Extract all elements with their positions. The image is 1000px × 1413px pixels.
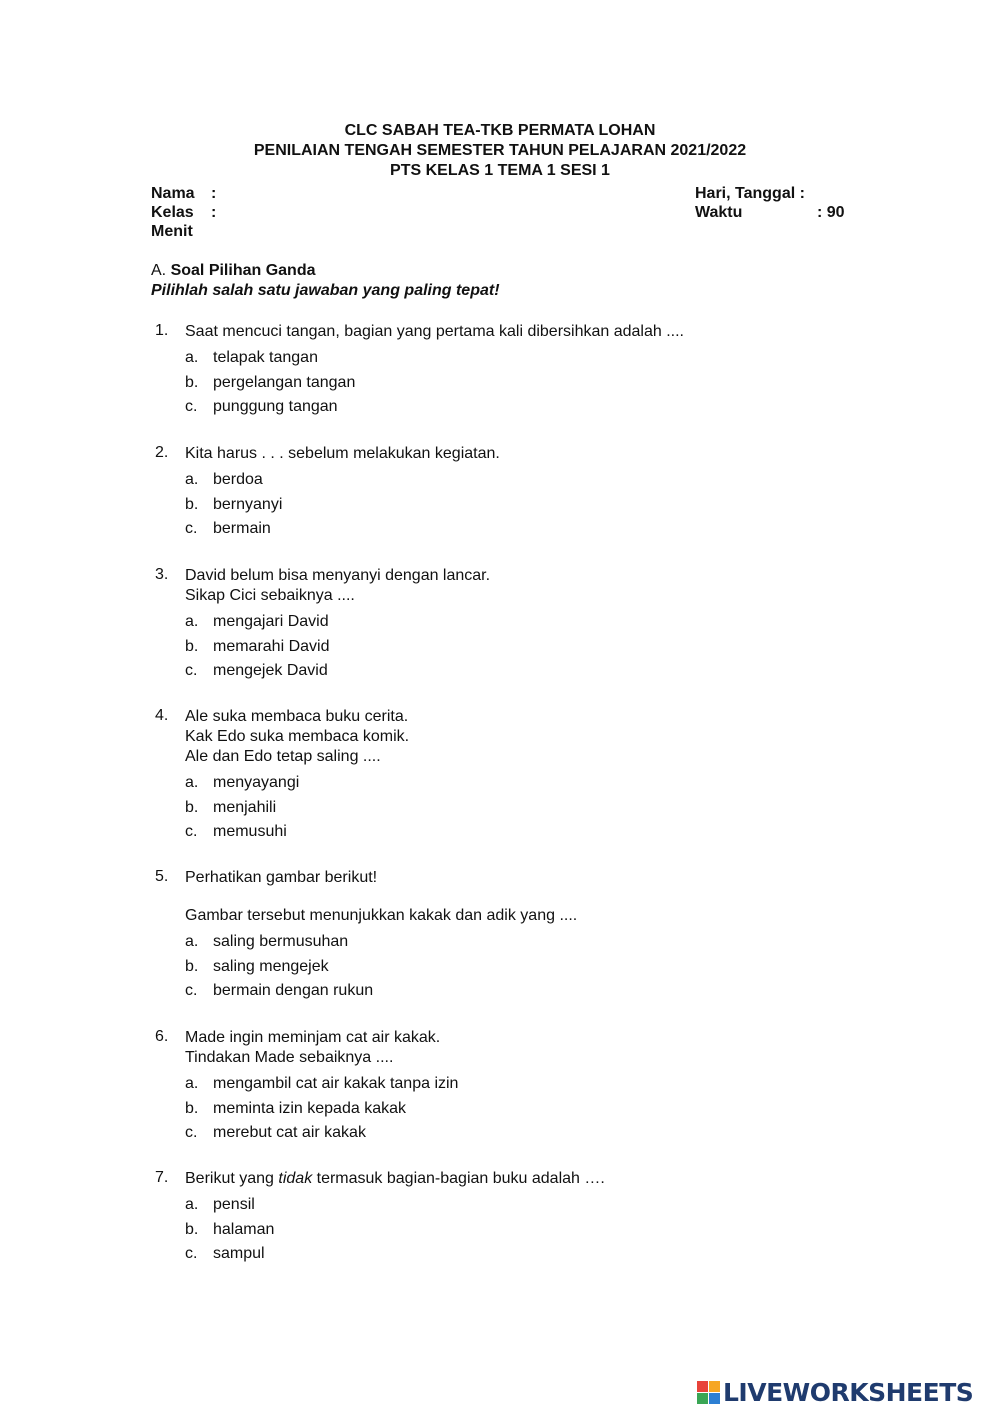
option-letter: c.: [185, 982, 198, 999]
section-letter: A.: [151, 262, 167, 279]
option-a[interactable]: [185, 771, 409, 796]
option-text: bernyanyi: [213, 495, 283, 513]
question-text: Sikap Cici sebaiknya ....: [185, 587, 355, 604]
question-text: Tindakan Made sebaiknya ....: [185, 1049, 394, 1066]
section-header: [151, 261, 500, 301]
option-c[interactable]: [185, 1121, 458, 1146]
question-5: [155, 868, 577, 1004]
option-text: memarahi David: [213, 637, 330, 655]
option-letter: b.: [185, 373, 199, 391]
question-number: 1.: [155, 322, 169, 339]
option-text: merebut cat air kakak: [213, 1124, 366, 1141]
option-text: mengambil cat air kakak tanpa izin: [213, 1075, 459, 1092]
options-list: [185, 610, 490, 684]
option-b[interactable]: [185, 1218, 605, 1243]
kelas-separator: :: [211, 204, 217, 221]
option-c[interactable]: [185, 1242, 605, 1267]
school-name: CLC SABAH TEA-TKB PERMATA LOHAN: [344, 122, 656, 139]
option-letter: c.: [185, 398, 198, 415]
option-letter: b.: [185, 495, 199, 513]
question-text-part: termasuk bagian-bagian buku adalah ….: [312, 1170, 605, 1187]
question-text: Perhatikan gambar berikut!: [185, 869, 378, 886]
liveworksheets-logo-icon: [697, 1381, 720, 1404]
option-text: saling mengejek: [213, 957, 329, 975]
logo-mark-cell: [697, 1381, 708, 1392]
question-text: Kak Edo suka membaca komik.: [185, 728, 410, 745]
option-b[interactable]: [185, 955, 577, 980]
exam-subtitle: PTS KELAS 1 TEMA 1 SESI 1: [390, 162, 610, 179]
option-text: pensil: [213, 1196, 255, 1213]
question-2: [155, 444, 500, 542]
question-number: 7.: [155, 1169, 169, 1186]
option-a[interactable]: [185, 346, 684, 371]
option-a[interactable]: [185, 1193, 605, 1218]
option-text: halaman: [213, 1220, 275, 1238]
option-b[interactable]: [185, 796, 409, 821]
option-letter: c.: [185, 823, 198, 840]
option-text: telapak tangan: [213, 349, 318, 366]
option-c[interactable]: [185, 820, 409, 845]
question-text: Made ingin meminjam cat air kakak.: [185, 1029, 441, 1046]
option-b[interactable]: [185, 371, 684, 396]
option-letter: a.: [185, 774, 199, 791]
option-a[interactable]: [185, 1072, 458, 1097]
option-text: menjahili: [213, 798, 277, 816]
options-list: [185, 346, 684, 420]
option-letter: b.: [185, 637, 199, 655]
option-text: saling bermusuhan: [213, 933, 349, 950]
option-letter: a.: [185, 471, 199, 488]
question-stem: [155, 868, 577, 888]
document-header: [0, 121, 1000, 181]
waktu-value: : 90: [817, 204, 845, 221]
option-text: pergelangan tangan: [213, 373, 356, 391]
option-text: mengajari David: [213, 613, 329, 630]
question-stem: [155, 1169, 605, 1189]
option-letter: a.: [185, 933, 199, 950]
question-stem: [155, 322, 684, 342]
option-letter: b.: [185, 1099, 199, 1117]
option-text: punggung tangan: [213, 398, 338, 415]
question-text: Saat mencuci tangan, bagian yang pertama kali dibersihkan adalah ....: [185, 323, 684, 340]
option-b[interactable]: [185, 1097, 458, 1122]
option-letter: c.: [185, 1124, 198, 1141]
question-7: [155, 1169, 605, 1267]
logo-mark-cell: [697, 1393, 708, 1404]
option-text: memusuhi: [213, 823, 287, 840]
options-list: [185, 771, 409, 845]
question-4: [155, 707, 409, 845]
nama-separator: :: [211, 185, 217, 202]
student-info-right: [695, 184, 845, 222]
option-letter: c.: [185, 520, 198, 537]
student-info-left: [151, 184, 216, 241]
option-text: bermain dengan rukun: [213, 982, 374, 999]
question-text: Ale suka membaca buku cerita.: [185, 708, 409, 725]
question-stem: [155, 444, 500, 464]
options-list: [185, 930, 577, 1004]
options-list: [185, 468, 500, 542]
option-a[interactable]: [185, 468, 500, 493]
question-stem: [155, 1028, 458, 1068]
option-c[interactable]: [185, 395, 684, 420]
logo-mark-cell: [709, 1393, 720, 1404]
question-stem: [155, 566, 490, 606]
logo-mark-cell: [709, 1381, 720, 1392]
option-letter: b.: [185, 798, 199, 816]
option-b[interactable]: [185, 493, 500, 518]
option-c[interactable]: [185, 517, 500, 542]
options-list: [185, 1193, 605, 1267]
question-number: 6.: [155, 1028, 169, 1045]
question-text-emphasis: tidak: [278, 1170, 313, 1187]
option-letter: a.: [185, 613, 199, 630]
question-number: 5.: [155, 868, 169, 885]
liveworksheets-logo: [697, 1378, 973, 1407]
question-number: 2.: [155, 444, 169, 461]
section-instruction: Pilihlah salah satu jawaban yang paling tepat!: [151, 282, 500, 299]
option-text: menyayangi: [213, 774, 300, 791]
question-stem: [155, 707, 409, 767]
option-letter: a.: [185, 349, 199, 366]
option-letter: b.: [185, 1220, 199, 1238]
option-text: berdoa: [213, 471, 263, 488]
question-6: [155, 1028, 458, 1146]
options-list: [185, 1072, 458, 1146]
section-title-text: Soal Pilihan Ganda: [170, 262, 316, 279]
question-text: David belum bisa menyanyi dengan lancar.: [185, 567, 491, 584]
liveworksheets-logo-text: LIVEWORKSHEETS: [723, 1378, 974, 1407]
question-text: Kita harus . . . sebelum melakukan kegiatan.: [185, 445, 500, 462]
option-text: mengejek David: [213, 662, 328, 679]
option-letter: a.: [185, 1196, 199, 1213]
exam-title: PENILAIAN TENGAH SEMESTER TAHUN PELAJARAN 2021/2022: [253, 142, 747, 159]
hari-tanggal-label: Hari, Tanggal :: [695, 185, 805, 202]
option-b[interactable]: [185, 635, 490, 660]
option-text: sampul: [213, 1245, 265, 1262]
option-text: bermain: [213, 520, 271, 537]
question-note: Gambar tersebut menunjukkan kakak dan adik yang ....: [185, 907, 578, 924]
option-letter: c.: [185, 662, 198, 679]
question-text: [185, 1169, 605, 1189]
option-letter: a.: [185, 1075, 199, 1092]
option-a[interactable]: [185, 930, 577, 955]
waktu-label: Waktu: [695, 204, 743, 221]
menit-label: Menit: [151, 223, 193, 240]
question-number: 4.: [155, 707, 169, 724]
option-text: meminta izin kepada kakak: [213, 1099, 406, 1117]
option-letter: b.: [185, 957, 199, 975]
option-a[interactable]: [185, 610, 490, 635]
question-1: [155, 322, 684, 420]
question-text: Ale dan Edo tetap saling ....: [185, 748, 381, 765]
section-title: [151, 261, 500, 281]
option-letter: c.: [185, 1245, 198, 1262]
nama-label: Nama: [151, 185, 195, 202]
question-number: 3.: [155, 566, 169, 583]
question-3: [155, 566, 490, 684]
option-c[interactable]: [185, 659, 490, 684]
option-c[interactable]: [185, 979, 577, 1004]
kelas-label: Kelas: [151, 204, 194, 221]
question-text-part: Berikut yang: [185, 1170, 279, 1187]
